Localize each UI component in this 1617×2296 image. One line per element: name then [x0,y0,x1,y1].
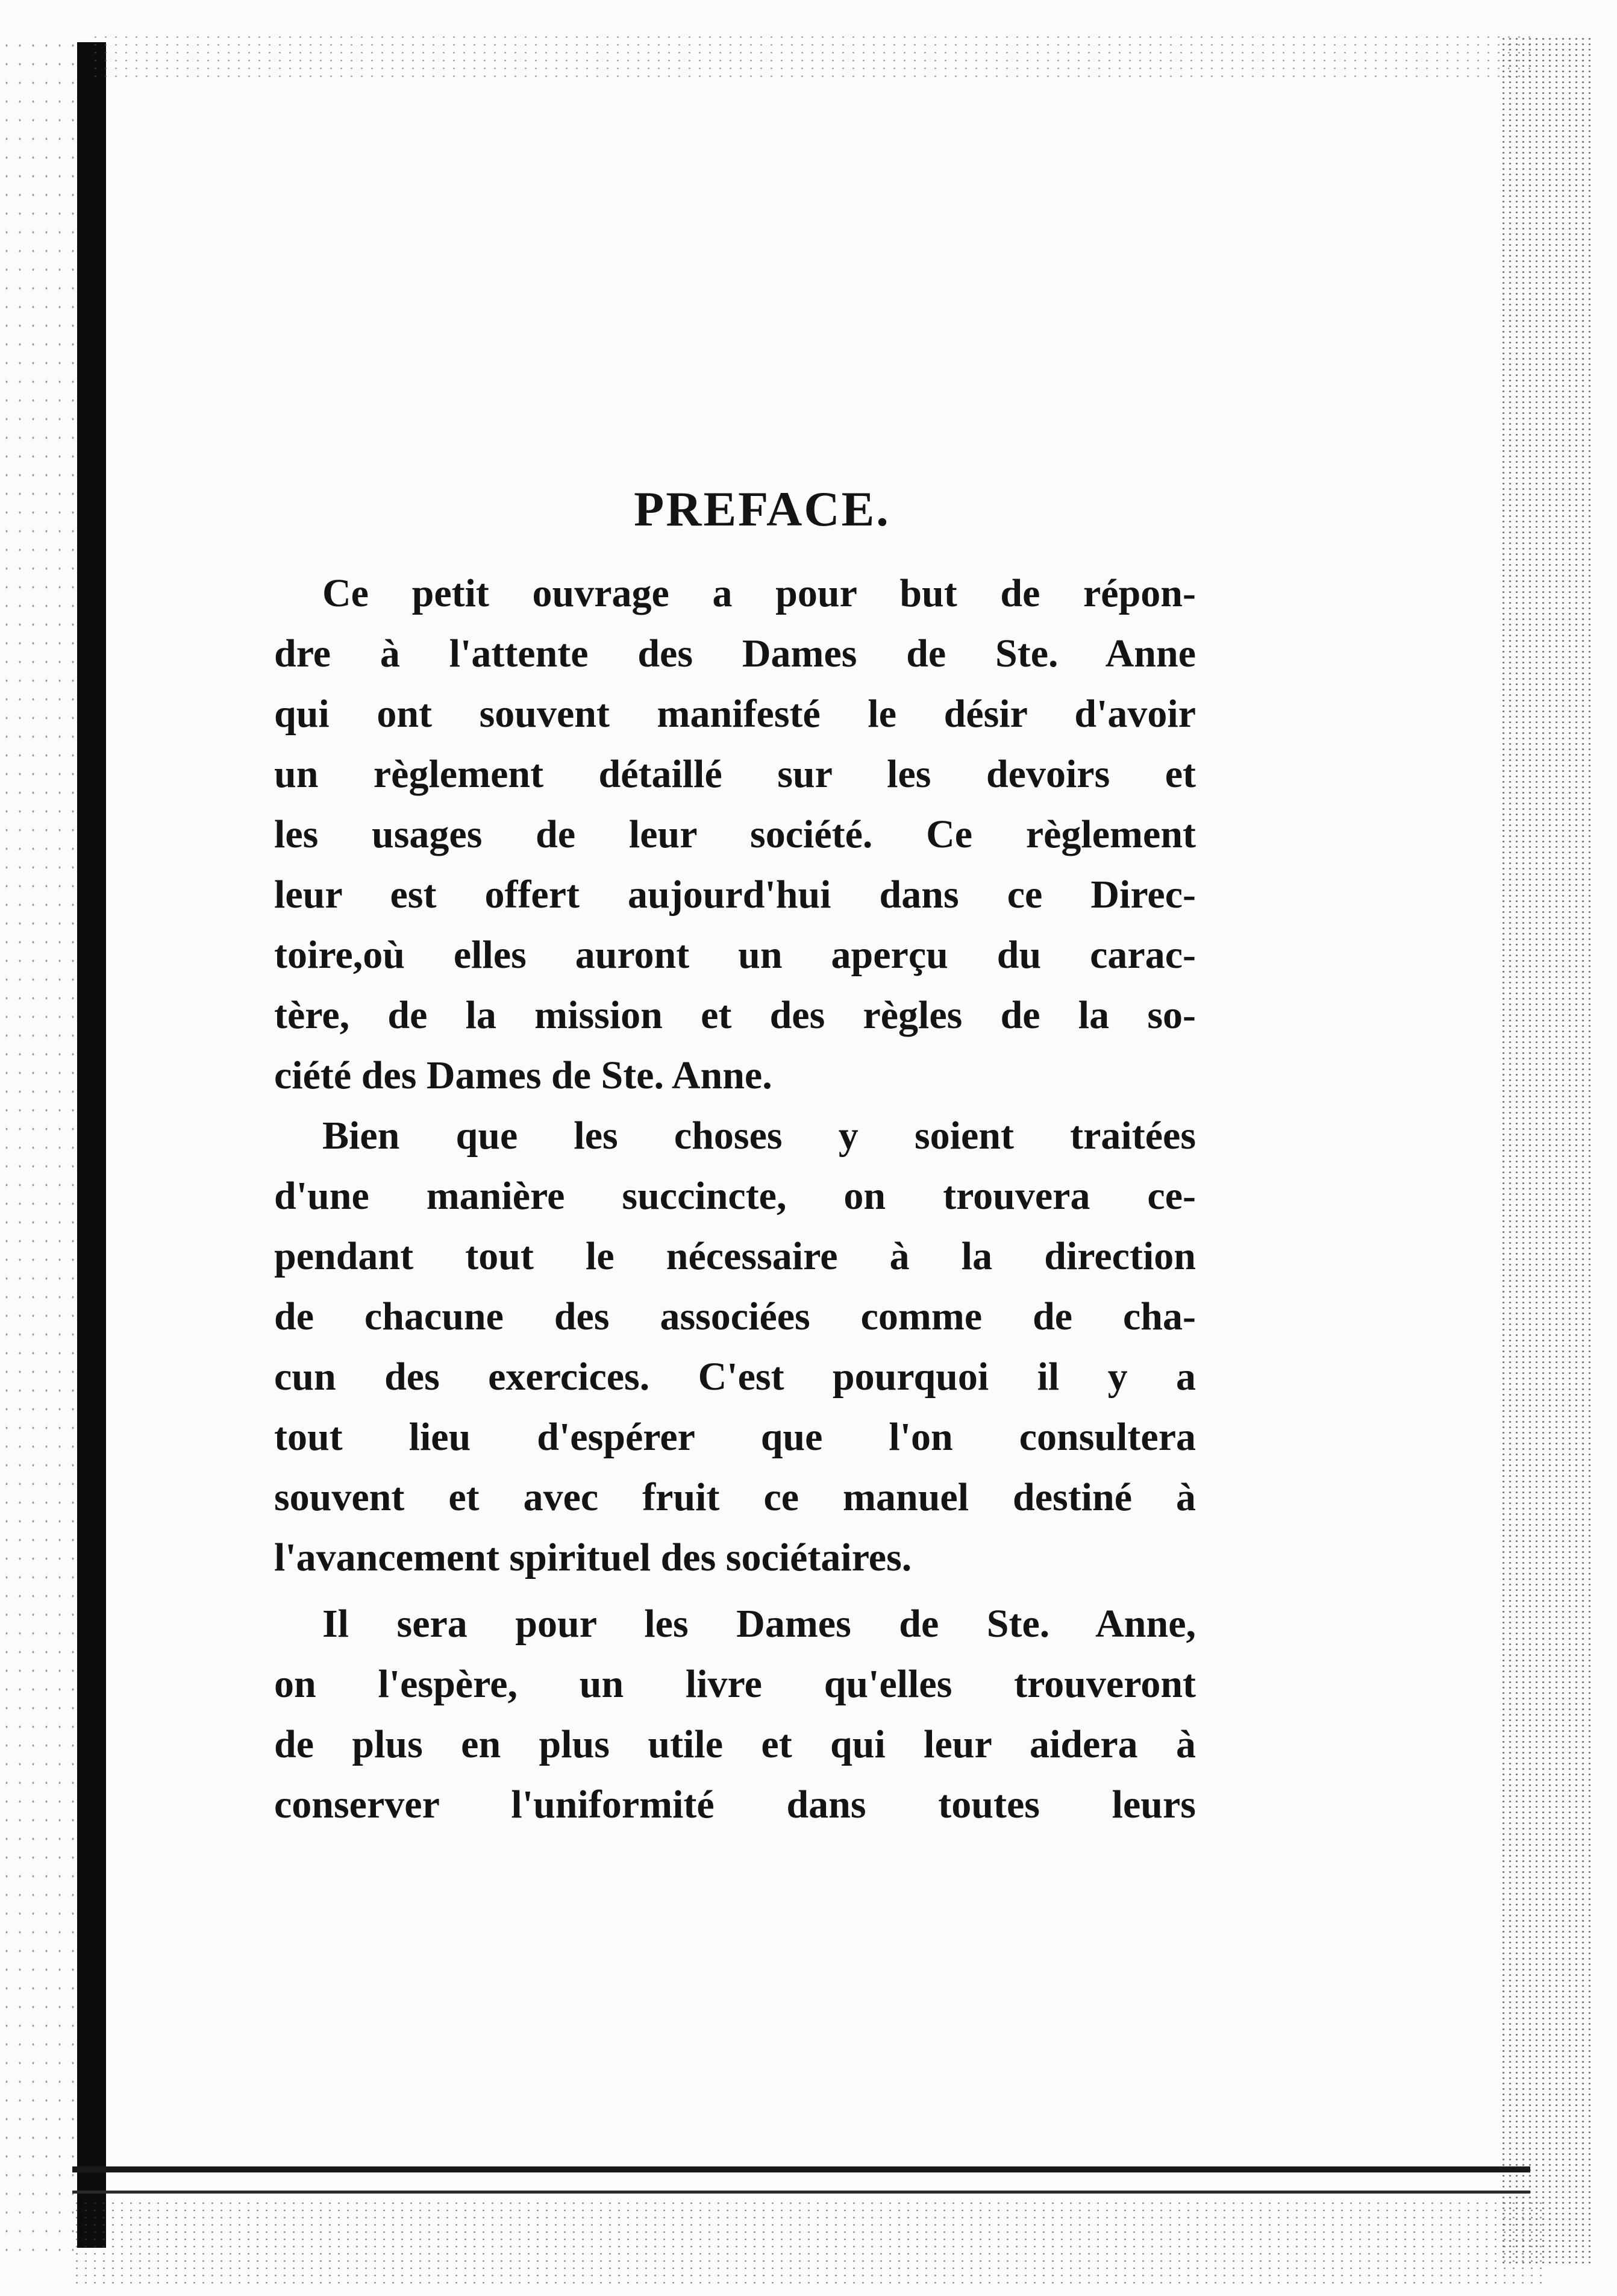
text-line: on l'espère, un livre qu'elles trouveront [274,1662,1196,1706]
text-line: d'une manière succincte, on trouvera ce- [274,1174,1196,1218]
text-line: conserver l'uniformité dans toutes leurs [274,1783,1196,1827]
text-line: Bien que les choses y soient traitées [322,1114,1196,1158]
text-line: un règlement détaillé sur les devoirs et [274,752,1196,796]
binding-shadow [77,42,106,2248]
text-line: les usages de leur société. Ce règlement [274,812,1196,856]
text-line: ciété des Dames de Ste. Anne. [274,1053,772,1097]
page-title: PREFACE. [634,481,890,536]
paragraph-spacer [274,1588,1196,1594]
scan-noise-right [1500,36,1590,2266]
text-block [274,479,1196,1835]
scan-noise-left [0,36,77,2266]
text-line: l'avancement spirituel des sociétaires. [274,1535,912,1579]
text-line: qui ont souvent manifesté le désir d'avoir [274,692,1196,736]
text-line: leur est offert aujourd'hui dans ce Direc- [274,873,1196,917]
text-line: Il sera pour les Dames de Ste. Anne, [322,1602,1196,1646]
text-line: dre à l'attente des Dames de Ste. Anne [274,632,1196,676]
paragraph-3 [274,1594,1196,1835]
text-line: pendant tout le nécessaire à la direction [274,1234,1196,1278]
text-line: cun des exercices. C'est pourquoi il y a [274,1355,1196,1399]
page-edge-line-secondary [72,2191,1530,2194]
text-line: Ce petit ouvrage a pour but de répon- [322,571,1196,615]
text-line: tère, de la mission et des règles de la so- [274,993,1196,1037]
text-line: de chacune des associées comme de cha- [274,1294,1196,1338]
scan-noise-top [90,33,1536,78]
text-line: tout lieu d'espérer que l'on consultera [274,1415,1196,1459]
paragraph-2 [274,1106,1196,1588]
scan-noise-bottom [72,2200,1548,2284]
text-line: toire,où elles auront un aperçu du carac- [274,933,1196,977]
text-line: souvent et avec fruit ce manuel destiné à [274,1475,1196,1519]
text-line: de plus en plus utile et qui leur aidera à [274,1722,1196,1766]
page-edge-line [72,2166,1530,2172]
paragraph-1 [274,563,1196,1106]
